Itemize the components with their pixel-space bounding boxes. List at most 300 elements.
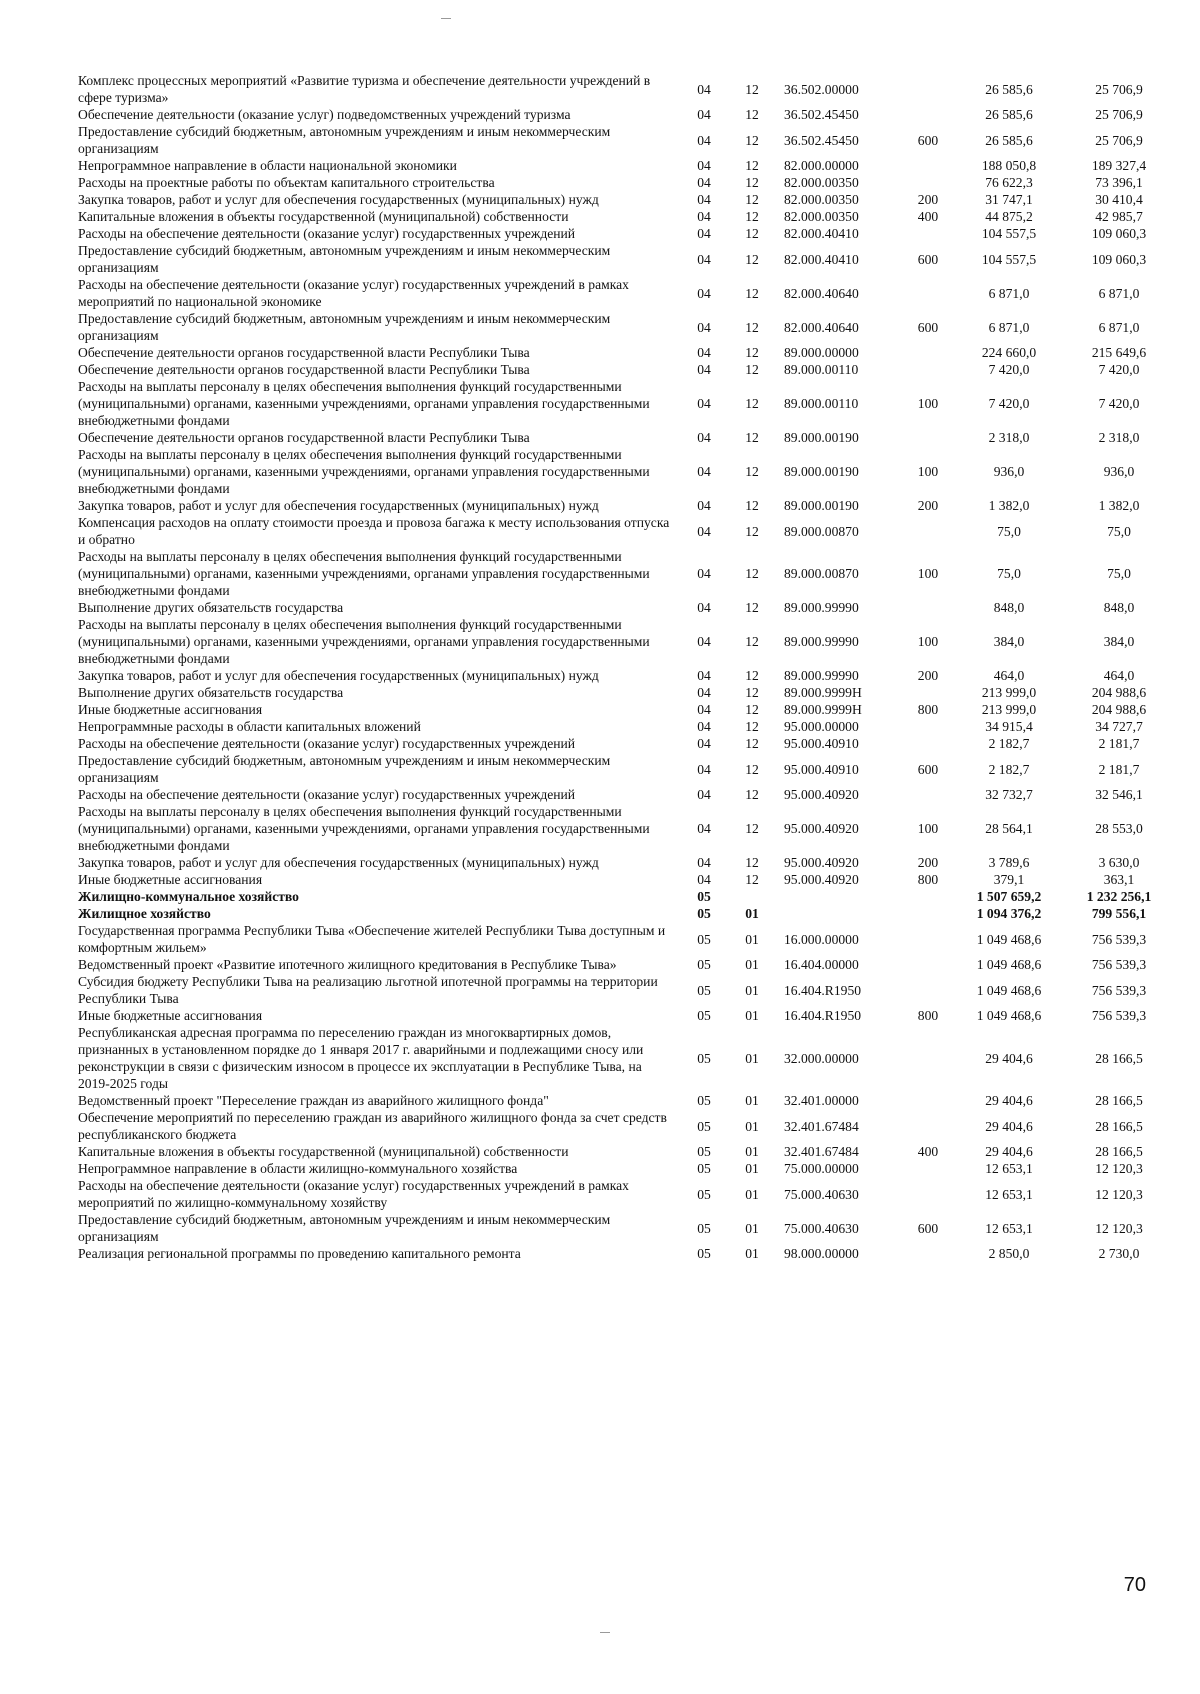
- row-target-code: 16.404.R1950: [784, 982, 862, 998]
- row-name: Предоставление субсидий бюджетным, автономным учреждениям и иным некоммерческим организациям: [78, 753, 611, 785]
- row-name: Расходы на обеспечение деятельности (оказание услуг) государственных учреждений в рамках мероприятий по жилищно-коммунальному хозяйству: [78, 1178, 629, 1210]
- row-section: 04: [697, 285, 711, 301]
- row-section: 04: [697, 523, 711, 539]
- row-target-code: 16.000.00000: [784, 931, 859, 947]
- row-expense-type: 600: [917, 319, 939, 335]
- row-name: Капитальные вложения в объекты государственной (муниципальной) собственности: [78, 209, 569, 224]
- row-amount-year-2: 6 871,0: [1098, 319, 1140, 335]
- row-amount-year-1: 384,0: [993, 634, 1025, 649]
- table-row: [78, 956, 1174, 973]
- row-target-code: 16.404.R1950: [784, 1008, 862, 1023]
- row-expense-type: 200: [917, 855, 939, 870]
- row-amount-year-1: 213 999,0: [981, 702, 1037, 717]
- row-amount-year-1: 75,0: [997, 523, 1021, 539]
- row-amount-year-2: 42 985,7: [1095, 209, 1143, 224]
- row-target-code: 95.000.40910: [784, 736, 859, 751]
- row-name: Обеспечение мероприятий по переселению граждан из аварийного жилищного фонда за счет средств республиканского бюджета: [78, 1110, 667, 1142]
- row-amount-year-1: 464,0: [993, 668, 1025, 683]
- row-name: Расходы на проектные работы по объектам капитального строительства: [78, 175, 495, 190]
- row-subsection: 12: [745, 821, 759, 836]
- row-subsection: 12: [745, 396, 759, 411]
- row-subsection: 12: [745, 362, 759, 377]
- row-section: 04: [697, 566, 711, 581]
- row-subsection: 12: [745, 761, 759, 777]
- row-section: 04: [697, 761, 711, 777]
- row-target-code: 89.000.00190: [784, 430, 859, 445]
- row-section: 04: [697, 396, 711, 411]
- row-target-code: 36.502.45450: [784, 107, 859, 122]
- row-amount-year-2: 756 539,3: [1091, 1008, 1147, 1023]
- row-amount-year-2: 2 318,0: [1098, 430, 1140, 445]
- row-amount-year-1: 2 850,0: [988, 1246, 1030, 1261]
- row-expense-type: 600: [917, 1220, 939, 1236]
- table-row: [78, 1007, 1174, 1024]
- row-name: Предоставление субсидий бюджетным, автономным учреждениям и иным некоммерческим организациям: [78, 1212, 611, 1244]
- row-expense-type: 800: [917, 702, 939, 717]
- row-expense-type: 600: [917, 251, 939, 267]
- row-target-code: 89.000.99990: [784, 634, 859, 649]
- row-subsection: 01: [745, 1246, 759, 1261]
- row-amount-year-2: 799 556,1: [1091, 906, 1147, 921]
- row-name: Ведомственный проект «Развитие ипотечного жилищного кредитования в Республике Тыва»: [78, 957, 617, 972]
- row-subsection: 01: [745, 957, 759, 972]
- row-amount-year-1: 26 585,6: [985, 107, 1033, 122]
- row-name: Выполнение других обязательств государства: [78, 685, 344, 700]
- row-amount-year-2: 109 060,3: [1091, 251, 1147, 267]
- row-target-code: 89.000.9999Н: [784, 702, 862, 717]
- row-subsection: 01: [745, 906, 759, 921]
- row-section: 04: [697, 81, 711, 97]
- row-subsection: 12: [745, 600, 759, 615]
- row-subsection: 12: [745, 736, 759, 751]
- row-amount-year-1: 29 404,6: [985, 1093, 1033, 1108]
- row-name: Непрограммные расходы в области капитальных вложений: [78, 719, 421, 734]
- row-target-code: 32.401.67484: [784, 1144, 859, 1159]
- row-target-code: 82.000.40410: [784, 251, 859, 267]
- table-row: [78, 667, 1174, 684]
- row-name: Предоставление субсидий бюджетным, автономным учреждениям и иным некоммерческим организациям: [78, 243, 611, 275]
- row-subsection: 12: [745, 464, 759, 479]
- row-section: 04: [697, 132, 711, 148]
- row-section: 05: [697, 931, 711, 947]
- row-amount-year-2: 28 166,5: [1095, 1050, 1143, 1066]
- row-amount-year-2: 936,0: [1103, 464, 1135, 479]
- row-target-code: 36.502.45450: [784, 132, 859, 148]
- table-row: [78, 191, 1174, 208]
- row-expense-type: [902, 174, 954, 191]
- table-row: [78, 1109, 1174, 1143]
- row-amount-year-1: 6 871,0: [988, 319, 1030, 335]
- row-expense-type: [902, 905, 954, 922]
- row-name: Иные бюджетные ассигнования: [78, 872, 263, 887]
- row-name: Республиканская адресная программа по переселению граждан из многоквартирных домов, признанных в установленном порядке до 1 января 2017 г. аварийными и подлежащими сносу или реконструкции в связи с физическим износом в процессе их эксплуатации в Республике Тыва, на 2019-2025 годы: [78, 1025, 644, 1091]
- table-row: [78, 225, 1174, 242]
- row-amount-year-1: 12 653,1: [985, 1220, 1033, 1236]
- row-amount-year-1: 6 871,0: [988, 285, 1030, 301]
- row-expense-type: 200: [917, 192, 939, 207]
- row-expense-type: [902, 1092, 954, 1109]
- row-subsection: 12: [745, 668, 759, 683]
- row-target-code: [776, 905, 902, 922]
- row-section: 04: [697, 251, 711, 267]
- table-row: [78, 276, 1174, 310]
- row-amount-year-2: 204 988,6: [1091, 702, 1147, 717]
- row-target-code: 75.000.00000: [784, 1161, 859, 1176]
- row-subsection: 12: [745, 430, 759, 445]
- row-amount-year-1: 104 557,5: [981, 251, 1037, 267]
- row-target-code: 32.401.67484: [784, 1118, 859, 1134]
- row-amount-year-2: 204 988,6: [1091, 685, 1147, 700]
- row-amount-year-1: 75,0: [997, 566, 1021, 581]
- row-amount-year-2: 363,1: [1103, 872, 1135, 887]
- row-target-code: [776, 888, 902, 905]
- table-row: [78, 752, 1174, 786]
- row-section: 05: [697, 906, 711, 921]
- row-name: Расходы на обеспечение деятельности (оказание услуг) государственных учреждений: [78, 226, 576, 241]
- row-name: Расходы на выплаты персоналу в целях обеспечения выполнения функций государственными (муниципальными) органами, казенными учреждениями, органами управления государственными внебюджетными фондами: [78, 804, 650, 853]
- row-amount-year-2: 12 120,3: [1095, 1186, 1143, 1202]
- table-row: [78, 718, 1174, 735]
- row-name: Предоставление субсидий бюджетным, автономным учреждениям и иным некоммерческим организациям: [78, 311, 611, 343]
- row-section: 05: [697, 889, 711, 904]
- row-amount-year-2: 12 120,3: [1095, 1161, 1143, 1176]
- row-amount-year-2: 28 166,5: [1095, 1118, 1143, 1134]
- row-amount-year-2: 34 727,7: [1095, 719, 1143, 734]
- row-amount-year-1: 76 622,3: [985, 175, 1033, 190]
- page-number: 70: [1123, 1574, 1146, 1596]
- row-expense-type: [902, 786, 954, 803]
- row-section: 04: [697, 107, 711, 122]
- row-section: 05: [697, 1220, 711, 1236]
- row-section: 04: [697, 736, 711, 751]
- row-name: Обеспечение деятельности органов государственной власти Республики Тыва: [78, 430, 530, 445]
- row-expense-type: 400: [917, 1144, 939, 1159]
- row-expense-type: [902, 276, 954, 310]
- budget-table: [78, 72, 1174, 1262]
- row-subsection: 12: [745, 319, 759, 335]
- table-row: [78, 72, 1174, 106]
- row-amount-year-2: 3 630,0: [1098, 855, 1140, 870]
- scan-mark-bottom: [600, 1632, 610, 1633]
- row-target-code: 89.000.9999Н: [784, 685, 862, 700]
- row-subsection: 12: [745, 81, 759, 97]
- row-subsection: 01: [745, 1161, 759, 1176]
- row-target-code: 95.000.40910: [784, 761, 859, 777]
- table-row: [78, 208, 1174, 225]
- row-expense-type: [902, 361, 954, 378]
- scan-mark-top: [441, 18, 451, 19]
- row-section: 04: [697, 192, 711, 207]
- row-name: Субсидия бюджету Республики Тыва на реализацию льготной ипотечной программы на территории Республики Тыва: [78, 974, 658, 1006]
- row-name: Обеспечение деятельности (оказание услуг) подведомственных учреждений туризма: [78, 107, 571, 122]
- row-subsection: 12: [745, 787, 759, 802]
- row-amount-year-2: 756 539,3: [1091, 982, 1147, 998]
- row-expense-type: [902, 1245, 954, 1262]
- table-row: [78, 684, 1174, 701]
- row-section: 05: [697, 1050, 711, 1066]
- row-amount-year-1: 1 382,0: [988, 498, 1030, 513]
- row-target-code: 95.000.40920: [784, 872, 859, 887]
- row-target-code: 82.000.00000: [784, 158, 859, 173]
- row-section: 04: [697, 430, 711, 445]
- row-amount-year-1: 7 420,0: [988, 362, 1030, 377]
- row-target-code: 89.000.00190: [784, 464, 859, 479]
- row-target-code: 89.000.00110: [784, 396, 859, 411]
- row-section: 04: [697, 821, 711, 836]
- row-amount-year-2: 384,0: [1103, 634, 1135, 649]
- row-target-code: 32.000.00000: [784, 1050, 859, 1066]
- row-target-code: 82.000.00350: [784, 175, 859, 190]
- row-expense-type: [902, 429, 954, 446]
- row-name: Расходы на выплаты персоналу в целях обеспечения выполнения функций государственными (муниципальными) органами, казенными учреждениями, органами управления государственными внебюджетными фондами: [78, 549, 650, 598]
- row-amount-year-2: 25 706,9: [1095, 81, 1143, 97]
- row-amount-year-1: 1 094 376,2: [976, 906, 1042, 921]
- row-amount-year-2: 12 120,3: [1095, 1220, 1143, 1236]
- row-subsection: 12: [745, 855, 759, 870]
- row-subsection: 12: [745, 345, 759, 360]
- row-target-code: 75.000.40630: [784, 1220, 859, 1236]
- table-row: [78, 344, 1174, 361]
- row-name: Жилищное хозяйство: [78, 906, 211, 921]
- row-name: Выполнение других обязательств государства: [78, 600, 344, 615]
- row-name: Расходы на обеспечение деятельности (оказание услуг) государственных учреждений в рамках мероприятий по национальной экономике: [78, 277, 629, 309]
- row-expense-type: 600: [917, 132, 939, 148]
- row-expense-type: 200: [917, 498, 939, 513]
- row-target-code: 95.000.40920: [784, 787, 859, 802]
- row-section: 04: [697, 787, 711, 802]
- row-subsection: 12: [745, 719, 759, 734]
- row-target-code: 89.000.99990: [784, 600, 859, 615]
- row-amount-year-1: 213 999,0: [981, 685, 1037, 700]
- row-target-code: 89.000.00190: [784, 498, 859, 513]
- row-amount-year-2: 189 327,4: [1091, 158, 1147, 173]
- row-amount-year-2: 848,0: [1103, 600, 1135, 615]
- row-amount-year-2: 28 166,5: [1095, 1093, 1143, 1108]
- row-amount-year-1: 34 915,4: [985, 719, 1033, 734]
- row-amount-year-1: 1 049 468,6: [976, 957, 1042, 972]
- row-name: Иные бюджетные ассигнования: [78, 702, 263, 717]
- table-row: [78, 242, 1174, 276]
- row-expense-type: [902, 72, 954, 106]
- row-expense-type: [902, 1160, 954, 1177]
- row-target-code: 98.000.00000: [784, 1246, 859, 1261]
- row-amount-year-2: 1 382,0: [1098, 498, 1140, 513]
- row-subsection: 12: [745, 872, 759, 887]
- row-section: 04: [697, 464, 711, 479]
- row-expense-type: [902, 225, 954, 242]
- table-row: [78, 1211, 1174, 1245]
- row-section: 05: [697, 1008, 711, 1023]
- row-subsection: 12: [745, 226, 759, 241]
- row-target-code: 32.401.00000: [784, 1093, 859, 1108]
- row-expense-type: 800: [917, 1008, 939, 1023]
- row-expense-type: 400: [917, 209, 939, 224]
- table-row: [78, 735, 1174, 752]
- row-name: Компенсация расходов на оплату стоимости проезда и провоза багажа к месту использования отпуска и обратно: [78, 515, 670, 547]
- row-expense-type: [902, 157, 954, 174]
- row-subsection: 01: [745, 1093, 759, 1108]
- table-row: [78, 786, 1174, 803]
- table-row: [78, 871, 1174, 888]
- row-section: 05: [697, 1093, 711, 1108]
- row-target-code: 89.000.00870: [784, 566, 859, 581]
- row-amount-year-1: 1 049 468,6: [976, 931, 1042, 947]
- row-amount-year-1: 224 660,0: [981, 345, 1037, 360]
- row-name: Расходы на выплаты персоналу в целях обеспечения выполнения функций государственными (муниципальными) органами, казенными учреждениями, органами управления государственными внебюджетными фондами: [78, 617, 650, 666]
- table-row: [78, 106, 1174, 123]
- table-row: [78, 446, 1174, 497]
- row-amount-year-2: 756 539,3: [1091, 931, 1147, 947]
- row-amount-year-2: 215 649,6: [1091, 345, 1147, 360]
- table-row: [78, 310, 1174, 344]
- table-row: [78, 616, 1174, 667]
- row-amount-year-1: 28 564,1: [985, 821, 1033, 836]
- row-subsection: 12: [745, 634, 759, 649]
- row-expense-type: [902, 922, 954, 956]
- row-amount-year-1: 3 789,6: [988, 855, 1030, 870]
- row-subsection: 01: [745, 1144, 759, 1159]
- row-name: Закупка товаров, работ и услуг для обеспечения государственных (муниципальных) нужд: [78, 668, 599, 683]
- row-amount-year-2: 2 730,0: [1098, 1246, 1140, 1261]
- row-name: Непрограммное направление в области жилищно-коммунального хозяйства: [78, 1161, 518, 1176]
- row-name: Иные бюджетные ассигнования: [78, 1008, 263, 1023]
- row-section: 05: [697, 1246, 711, 1261]
- row-amount-year-2: 25 706,9: [1095, 132, 1143, 148]
- row-subsection: 12: [745, 702, 759, 717]
- row-name: Закупка товаров, работ и услуг для обеспечения государственных (муниципальных) нужд: [78, 498, 599, 513]
- row-subsection: 12: [745, 107, 759, 122]
- row-target-code: 75.000.40630: [784, 1186, 859, 1202]
- row-expense-type: 200: [917, 668, 939, 683]
- row-amount-year-2: 75,0: [1107, 566, 1131, 581]
- row-subsection: 01: [745, 1118, 759, 1134]
- row-target-code: 89.000.99990: [784, 668, 859, 683]
- row-expense-type: [902, 599, 954, 616]
- row-section: 04: [697, 345, 711, 360]
- row-expense-type: [902, 1109, 954, 1143]
- row-section: 04: [697, 719, 711, 734]
- row-name: Жилищно-коммунальное хозяйство: [78, 889, 299, 904]
- row-section: 04: [697, 600, 711, 615]
- table-row: [78, 123, 1174, 157]
- row-amount-year-2: 1 232 256,1: [1086, 889, 1152, 904]
- row-amount-year-2: 28 553,0: [1095, 821, 1143, 836]
- row-name: Закупка товаров, работ и услуг для обеспечения государственных (муниципальных) нужд: [78, 192, 599, 207]
- row-target-code: 16.404.00000: [784, 957, 859, 972]
- row-expense-type: [902, 106, 954, 123]
- row-target-code: 89.000.00110: [784, 362, 859, 377]
- row-amount-year-1: 31 747,1: [985, 192, 1033, 207]
- row-name: Закупка товаров, работ и услуг для обеспечения государственных (муниципальных) нужд: [78, 855, 599, 870]
- row-name: Расходы на обеспечение деятельности (оказание услуг) государственных учреждений: [78, 787, 576, 802]
- row-subsection: 01: [745, 1050, 759, 1066]
- table-row: [78, 429, 1174, 446]
- row-name: Предоставление субсидий бюджетным, автономным учреждениям и иным некоммерческим организациям: [78, 124, 611, 156]
- row-name: Обеспечение деятельности органов государственной власти Республики Тыва: [78, 362, 530, 377]
- row-expense-type: [902, 888, 954, 905]
- row-amount-year-2: 109 060,3: [1091, 226, 1147, 241]
- row-expense-type: 100: [917, 634, 939, 649]
- row-section: 04: [697, 319, 711, 335]
- row-section: 04: [697, 498, 711, 513]
- row-name: Ведомственный проект "Переселение граждан из аварийного жилищного фонда": [78, 1093, 549, 1108]
- row-expense-type: [902, 1024, 954, 1092]
- table-row: [78, 701, 1174, 718]
- row-name: Реализация региональной программы по проведению капитального ремонта: [78, 1246, 521, 1261]
- row-section: 04: [697, 702, 711, 717]
- row-amount-year-1: 1 049 468,6: [976, 1008, 1042, 1023]
- row-expense-type: 600: [917, 761, 939, 777]
- row-section: 05: [697, 1161, 711, 1176]
- row-subsection: 01: [745, 1186, 759, 1202]
- row-amount-year-1: 188 050,8: [981, 158, 1037, 173]
- row-amount-year-1: 936,0: [993, 464, 1025, 479]
- row-section: 04: [697, 209, 711, 224]
- row-subsection: 12: [745, 251, 759, 267]
- row-amount-year-1: 2 182,7: [988, 761, 1030, 777]
- row-expense-type: [902, 973, 954, 1007]
- row-name: Расходы на обеспечение деятельности (оказание услуг) государственных учреждений: [78, 736, 576, 751]
- row-target-code: 95.000.00000: [784, 719, 859, 734]
- row-section: 04: [697, 634, 711, 649]
- row-subsection: 01: [745, 931, 759, 947]
- table-row: [78, 1160, 1174, 1177]
- row-expense-type: [902, 718, 954, 735]
- table-row: [78, 361, 1174, 378]
- table-row: [78, 1092, 1174, 1109]
- table-row: [78, 157, 1174, 174]
- row-amount-year-1: 12 653,1: [985, 1161, 1033, 1176]
- row-expense-type: 100: [917, 396, 939, 411]
- row-name: Расходы на выплаты персоналу в целях обеспечения выполнения функций государственными (муниципальными) органами, казенными учреждениями, органами управления государственными внебюджетными фондами: [78, 447, 650, 496]
- table-row: [78, 378, 1174, 429]
- table-row: [78, 548, 1174, 599]
- row-subsection: [728, 888, 776, 905]
- row-name: Комплекс процессных мероприятий «Развитие туризма и обеспечение деятельности учреждений в сфере туризма»: [78, 73, 651, 105]
- table-row: [78, 514, 1174, 548]
- row-amount-year-2: 7 420,0: [1098, 362, 1140, 377]
- row-subsection: 12: [745, 192, 759, 207]
- row-target-code: 89.000.00000: [784, 345, 859, 360]
- row-subsection: 12: [745, 498, 759, 513]
- row-amount-year-1: 26 585,6: [985, 132, 1033, 148]
- row-section: 05: [697, 982, 711, 998]
- budget-table-body: [78, 72, 1174, 1262]
- table-row: [78, 1177, 1174, 1211]
- row-expense-type: [902, 735, 954, 752]
- row-expense-type: [902, 684, 954, 701]
- table-row: [78, 803, 1174, 854]
- row-section: 05: [697, 957, 711, 972]
- row-section: 05: [697, 1144, 711, 1159]
- row-section: 04: [697, 685, 711, 700]
- table-row: [78, 599, 1174, 616]
- row-amount-year-2: 28 166,5: [1095, 1144, 1143, 1159]
- row-amount-year-1: 848,0: [993, 600, 1025, 615]
- row-amount-year-1: 29 404,6: [985, 1144, 1033, 1159]
- row-expense-type: 800: [917, 872, 939, 887]
- row-amount-year-1: 2 318,0: [988, 430, 1030, 445]
- row-subsection: 01: [745, 1220, 759, 1236]
- row-amount-year-1: 7 420,0: [988, 396, 1030, 411]
- row-section: 04: [697, 668, 711, 683]
- row-subsection: 12: [745, 209, 759, 224]
- row-expense-type: 100: [917, 464, 939, 479]
- row-subsection: 01: [745, 982, 759, 998]
- table-row: [78, 1024, 1174, 1092]
- row-target-code: 95.000.40920: [784, 855, 859, 870]
- table-row: [78, 905, 1174, 922]
